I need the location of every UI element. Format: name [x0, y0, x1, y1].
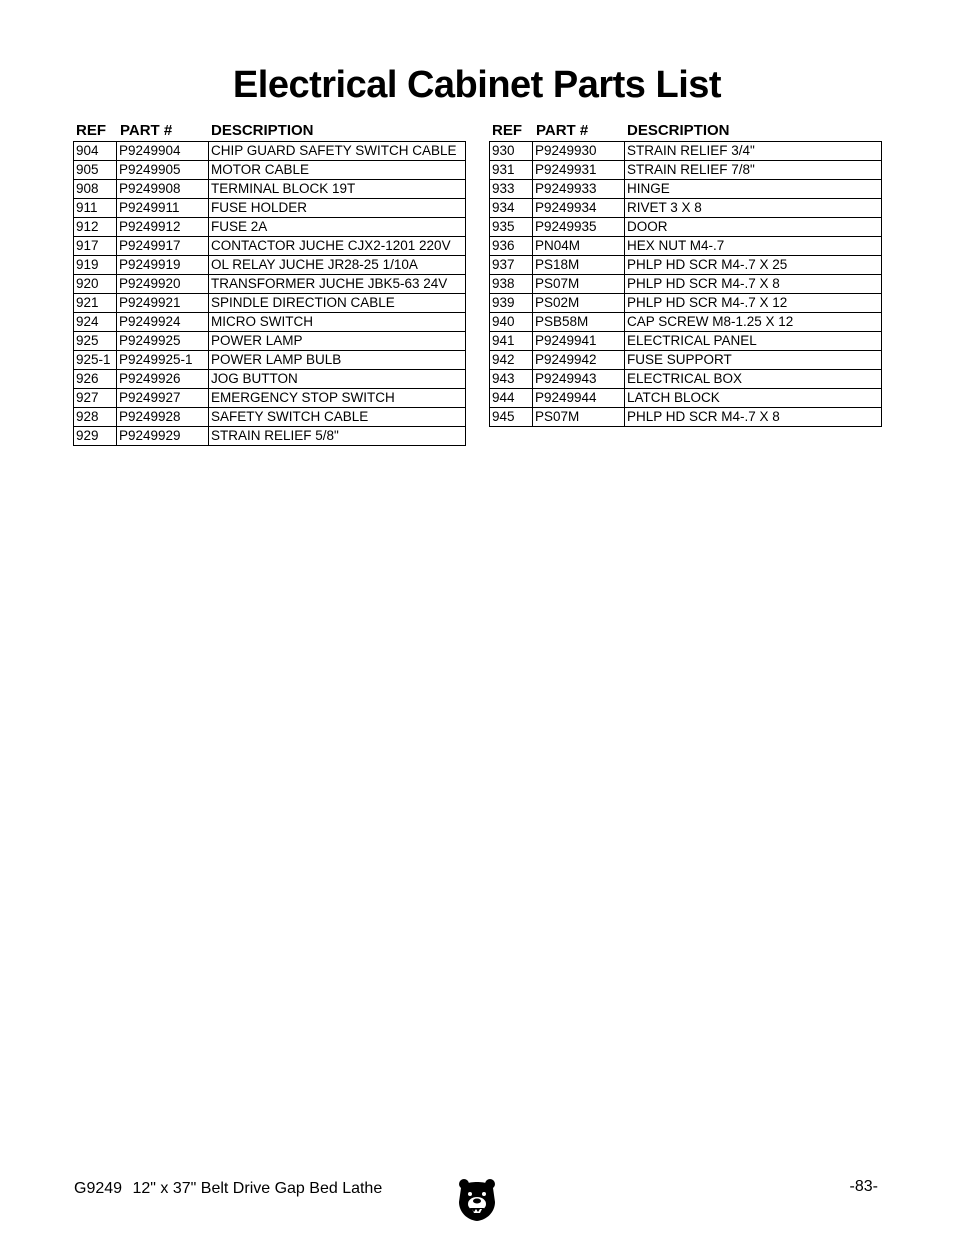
part-description-cell: FUSE SUPPORT — [625, 351, 882, 370]
part-number-cell: P9249928 — [117, 408, 209, 427]
part-description-cell: OL RELAY JUCHE JR28-25 1/10A — [209, 256, 466, 275]
table-row — [74, 370, 466, 389]
part-number-cell: P9249931 — [533, 161, 625, 180]
table-row — [74, 256, 466, 275]
part-description-cell: EMERGENCY STOP SWITCH — [209, 389, 466, 408]
column-header-ref: REF — [492, 121, 522, 139]
part-number-cell: P9249905 — [117, 161, 209, 180]
part-number-cell: P9249919 — [117, 256, 209, 275]
part-ref-cell: 920 — [74, 275, 117, 294]
part-ref-cell: 929 — [74, 427, 117, 446]
part-number-cell: P9249908 — [117, 180, 209, 199]
part-description-cell: LATCH BLOCK — [625, 389, 882, 408]
part-number-cell: P9249941 — [533, 332, 625, 351]
part-number-cell: P9249925 — [117, 332, 209, 351]
part-number-cell: P9249904 — [117, 142, 209, 161]
table-row — [74, 408, 466, 427]
part-description-cell: STRAIN RELIEF 5/8" — [209, 427, 466, 446]
table-row — [490, 161, 882, 180]
part-number-cell: P9249921 — [117, 294, 209, 313]
page-title: Electrical Cabinet Parts List — [232, 64, 722, 106]
part-number-cell: P9249929 — [117, 427, 209, 446]
part-ref-cell: 919 — [74, 256, 117, 275]
part-number-cell: PS02M — [533, 294, 625, 313]
part-description-cell: STRAIN RELIEF 7/8" — [625, 161, 882, 180]
part-ref-cell: 930 — [490, 142, 533, 161]
part-ref-cell: 926 — [74, 370, 117, 389]
part-description-cell: CHIP GUARD SAFETY SWITCH CABLE — [209, 142, 466, 161]
parts-table-body — [490, 142, 882, 427]
part-description-cell: CAP SCREW M8-1.25 X 12 — [625, 313, 882, 332]
part-number-cell: P9249920 — [117, 275, 209, 294]
part-description-cell: POWER LAMP — [209, 332, 466, 351]
part-number-cell: PS07M — [533, 408, 625, 427]
table-row — [74, 161, 466, 180]
part-ref-cell: 921 — [74, 294, 117, 313]
part-ref-cell: 924 — [74, 313, 117, 332]
part-description-cell: SPINDLE DIRECTION CABLE — [209, 294, 466, 313]
table-row — [490, 180, 882, 199]
part-ref-cell: 912 — [74, 218, 117, 237]
part-description-cell: TERMINAL BLOCK 19T — [209, 180, 466, 199]
part-number-cell: PS07M — [533, 275, 625, 294]
table-row — [490, 370, 882, 389]
part-number-cell: P9249930 — [533, 142, 625, 161]
part-ref-cell: 944 — [490, 389, 533, 408]
part-number-cell: P9249911 — [117, 199, 209, 218]
column-header-part: PART # — [120, 121, 173, 139]
footer-product-name: 12" x 37" Belt Drive Gap Bed Lathe — [132, 1180, 383, 1197]
part-description-cell: MOTOR CABLE — [209, 161, 466, 180]
part-ref-cell: 942 — [490, 351, 533, 370]
part-description-cell: FUSE HOLDER — [209, 199, 466, 218]
table-row — [74, 218, 466, 237]
part-ref-cell: 945 — [490, 408, 533, 427]
parts-table — [73, 141, 466, 446]
part-ref-cell: 933 — [490, 180, 533, 199]
table-row — [74, 142, 466, 161]
page-number: -83- — [849, 1178, 878, 1195]
column-header-ref: REF — [76, 121, 106, 139]
part-number-cell: P9249935 — [533, 218, 625, 237]
part-description-cell: RIVET 3 X 8 — [625, 199, 882, 218]
table-row — [490, 199, 882, 218]
column-header-description: DESCRIPTION — [627, 121, 730, 139]
parts-table-body — [74, 142, 466, 446]
part-ref-cell: 905 — [74, 161, 117, 180]
table-row — [490, 389, 882, 408]
part-ref-cell: 937 — [490, 256, 533, 275]
part-number-cell: P9249934 — [533, 199, 625, 218]
table-header — [489, 119, 881, 141]
part-ref-cell: 939 — [490, 294, 533, 313]
table-row — [74, 237, 466, 256]
parts-table — [489, 141, 882, 427]
table-row — [74, 275, 466, 294]
table-row — [490, 408, 882, 427]
table-row — [490, 313, 882, 332]
footer-model-line — [74, 1180, 382, 1198]
table-row — [74, 351, 466, 370]
table-row — [74, 313, 466, 332]
part-description-cell: PHLP HD SCR M4-.7 X 8 — [625, 408, 882, 427]
table-row — [74, 180, 466, 199]
part-number-cell: P9249943 — [533, 370, 625, 389]
part-number-cell: PN04M — [533, 237, 625, 256]
part-description-cell: TRANSFORMER JUCHE JBK5-63 24V — [209, 275, 466, 294]
table-row — [74, 199, 466, 218]
part-ref-cell: 931 — [490, 161, 533, 180]
part-description-cell: STRAIN RELIEF 3/4" — [625, 142, 882, 161]
part-description-cell: ELECTRICAL PANEL — [625, 332, 882, 351]
part-description-cell: POWER LAMP BULB — [209, 351, 466, 370]
table-row — [490, 294, 882, 313]
part-ref-cell: 938 — [490, 275, 533, 294]
column-header-part: PART # — [536, 121, 589, 139]
table-row — [74, 294, 466, 313]
part-ref-cell: 940 — [490, 313, 533, 332]
part-number-cell: PSB58M — [533, 313, 625, 332]
part-description-cell: PHLP HD SCR M4-.7 X 12 — [625, 294, 882, 313]
bear-head-icon — [457, 1176, 497, 1222]
part-ref-cell: 927 — [74, 389, 117, 408]
table-row — [74, 427, 466, 446]
part-ref-cell: 943 — [490, 370, 533, 389]
part-description-cell: JOG BUTTON — [209, 370, 466, 389]
part-description-cell: MICRO SWITCH — [209, 313, 466, 332]
table-row — [490, 256, 882, 275]
parts-table-right — [489, 119, 881, 427]
table-row — [74, 389, 466, 408]
part-description-cell: FUSE 2A — [209, 218, 466, 237]
part-description-cell: HEX NUT M4-.7 — [625, 237, 882, 256]
table-row — [490, 275, 882, 294]
part-ref-cell: 941 — [490, 332, 533, 351]
part-description-cell: ELECTRICAL BOX — [625, 370, 882, 389]
table-row — [490, 218, 882, 237]
part-description-cell: PHLP HD SCR M4-.7 X 25 — [625, 256, 882, 275]
part-description-cell: SAFETY SWITCH CABLE — [209, 408, 466, 427]
part-ref-cell: 928 — [74, 408, 117, 427]
parts-table-left — [73, 119, 465, 446]
part-description-cell: DOOR — [625, 218, 882, 237]
part-number-cell: PS18M — [533, 256, 625, 275]
part-number-cell: P9249917 — [117, 237, 209, 256]
table-row — [74, 332, 466, 351]
part-number-cell: P9249927 — [117, 389, 209, 408]
part-number-cell: P9249944 — [533, 389, 625, 408]
part-ref-cell: 935 — [490, 218, 533, 237]
table-row — [490, 351, 882, 370]
table-row — [490, 237, 882, 256]
part-ref-cell: 934 — [490, 199, 533, 218]
part-ref-cell: 911 — [74, 199, 117, 218]
part-number-cell: P9249926 — [117, 370, 209, 389]
part-number-cell: P9249942 — [533, 351, 625, 370]
column-header-description: DESCRIPTION — [211, 121, 314, 139]
part-description-cell: CONTACTOR JUCHE CJX2-1201 220V — [209, 237, 466, 256]
part-number-cell: P9249924 — [117, 313, 209, 332]
part-description-cell: HINGE — [625, 180, 882, 199]
table-row — [490, 332, 882, 351]
part-ref-cell: 925-1 — [74, 351, 117, 370]
part-number-cell: P9249912 — [117, 218, 209, 237]
part-ref-cell: 917 — [74, 237, 117, 256]
table-header — [73, 119, 465, 141]
part-ref-cell: 904 — [74, 142, 117, 161]
table-row — [490, 142, 882, 161]
part-number-cell: P9249925-1 — [117, 351, 209, 370]
part-ref-cell: 925 — [74, 332, 117, 351]
part-ref-cell: 908 — [74, 180, 117, 199]
part-description-cell: PHLP HD SCR M4-.7 X 8 — [625, 275, 882, 294]
part-ref-cell: 936 — [490, 237, 533, 256]
part-number-cell: P9249933 — [533, 180, 625, 199]
footer-model-number: G9249 — [74, 1180, 123, 1197]
